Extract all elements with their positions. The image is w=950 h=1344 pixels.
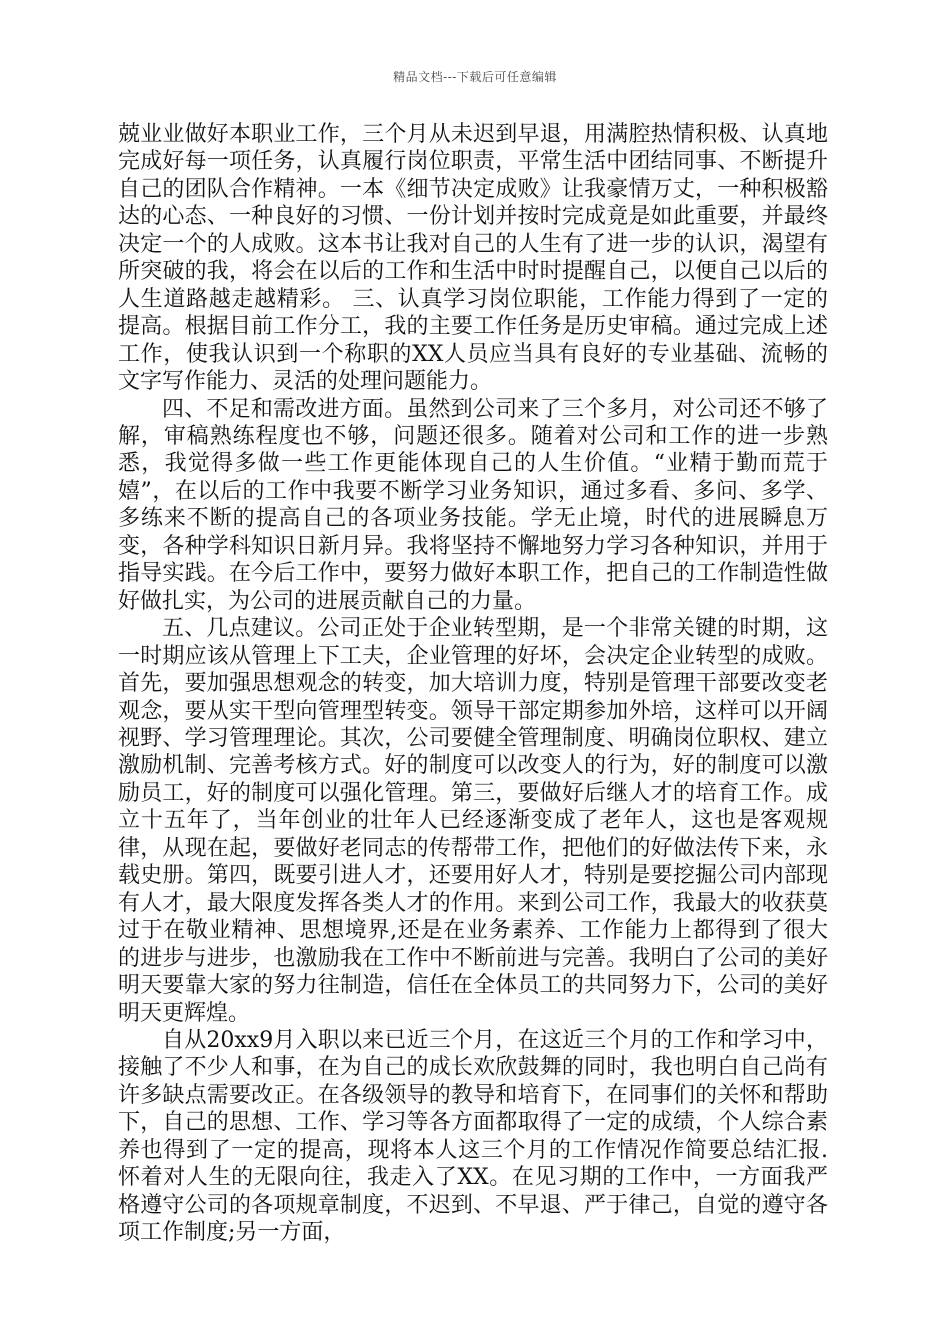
paragraph-suggestions: 五、几点建议。公司正处于企业转型期，是一个非常关键的时期，这一时期应该从管理上下工夫，企业管理的好坏，会决定企业转型的成败。首先，要加强思想观念的转变，加大培训力度，特别是管理干部要改变老观念，要从实干型向管理型转变。领导干部定期参加外培，这样可以开阔视野、学习管理理论。其次，公司要健全管理制度、明确岗位职权、建立激励机制、完善考核方式。好的制度可以改变人的行为，好的制度可以激励员工，好的制度可以强化管理。第三，要做好后继人才的培育工作。成立十五年了，当年创业的壮年人已经逐渐变成了老年人，这也是客观规律，从现在起，要做好老同志的传帮带工作，把他们的好做法传下来，永载史册。第四，既要引进人才，还要用好人才，特别是要挖掘公司内部现有人才，最大限度发挥各类人才的作用。来到公司工作，我最大的收获莫过于在敬业精神、思想境界,还是在业务素养、工作能力上都得到了很大的进步与进步，也激励我在工作中不断前进与完善。我明白了公司的美好明天要靠大家的努力往制造，信任在全体员工的共同努力下，公司的美好明天更辉煌。 [118,616,828,1026]
paragraph-summary-intro: 自从20xx9月入职以来已近三个月，在这近三个月的工作和学习中，接触了不少人和事，在为自己的成长欢欣鼓舞的同时，我也明白自己尚有许多缺点需要改正。在各级领导的教导和培育下，在同事们的关怀和帮助下，自己的思想、工作、学习等各方面都取得了一定的成绩，个人综合素养也得到了一定的提高，现将本人这三个月的工作情况作简要总结汇报.怀着对人生的无限向往，我走入了XX。在见习期的工作中，一方面我严格遵守公司的各项规章制度，不迟到、不早退、严于律己，自觉的遵守各项工作制度;另一方面， [118,1027,828,1246]
paragraph-shortcomings: 四、不足和需改进方面。虽然到公司来了三个多月，对公司还不够了解，审稿熟练程度也不够，问题还很多。随着对公司和工作的进一步熟悉，我觉得多做一些工作更能体现自己的人生价值。“业精于勤而荒于嬉”，在以后的工作中我要不断学习业务知识，通过多看、多问、多学、多练来不断的提高自己的各项业务技能。学无止境，时代的进展瞬息万变，各种学科知识日新月异。我将坚持不懈地努力学习各种知识，并用于指导实践。在今后工作中，要努力做好本职工作，把自己的工作制造性做好做扎实，为公司的进展贡献自己的力量。 [118,396,828,614]
page-header: 精品文档---下载后可任意编辑 [393,70,557,84]
document-body [118,121,828,1247]
paragraph-continuation: 兢业业做好本职业工作，三个月从未迟到早退，用满腔热情积极、认真地完成好每一项任务，认真履行岗位职责，平常生活中团结同事、不断提升自己的团队合作精神。一本《细节决定成败》让我豪情万丈，一种积极豁达的心态、一种良好的习惯、一份计划并按时完成竟是如此重要，并最终决定一个的人成败。这本书让我对自己的人生有了进一步的认识，渴望有所突破的我，将会在以后的工作和生活中时时提醒自己，以便自己以后的人生道路越走越精彩。 三、认真学习岗位职能，工作能力得到了一定的提高。根据目前工作分工，我的主要工作任务是历史审稿。通过完成上述工作，使我认识到一个称职的XX人员应当具有良好的专业基础、流畅的文字写作能力、灵活的处理问题能力。 [118,122,828,395]
